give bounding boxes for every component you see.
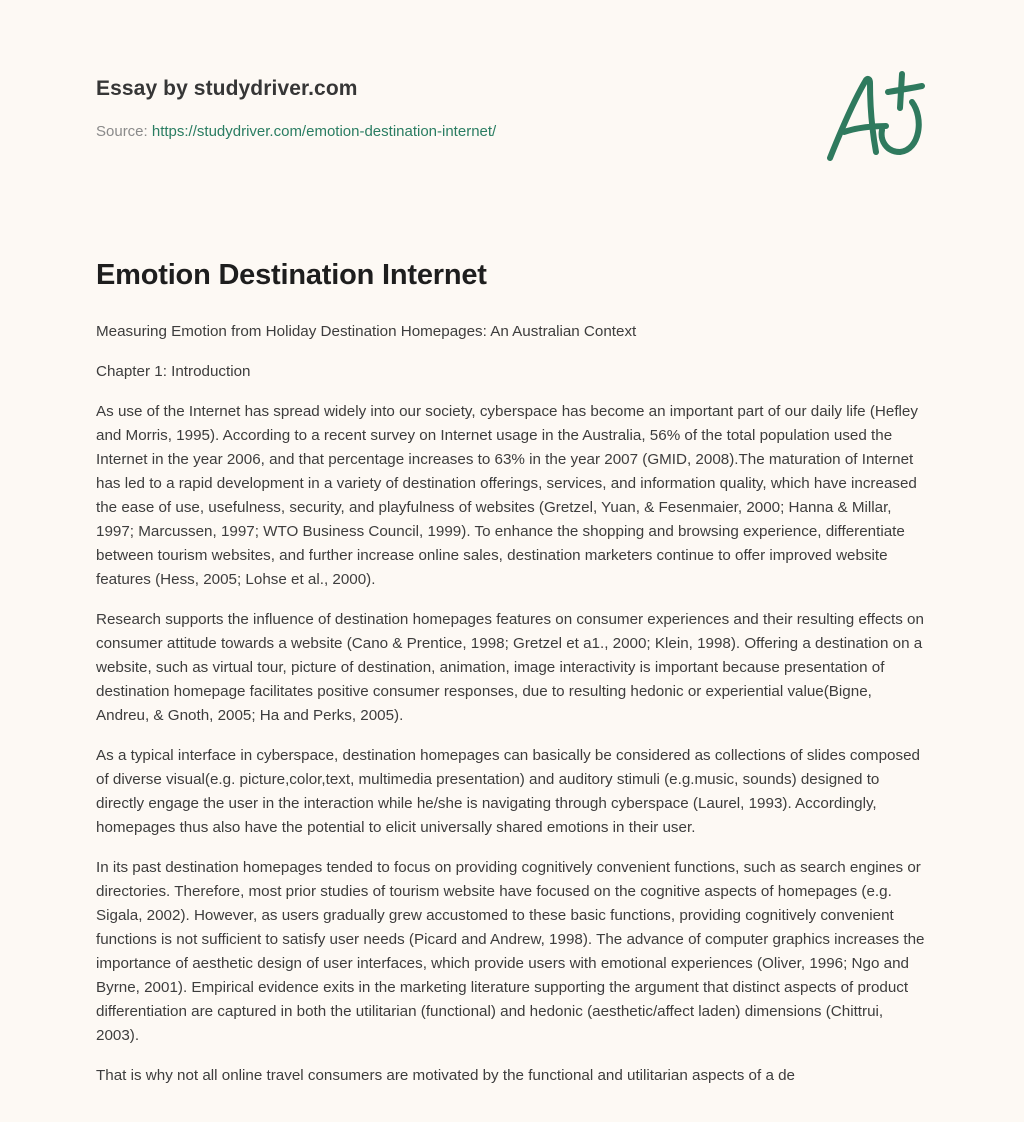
brand-title: Essay by studydriver.com [96,77,358,100]
paragraph: As a typical interface in cyberspace, destination homepages can basically be considered as collections of slides composed of diverse visual(e.g. picture,color,text, multimedia presentation) and auditory stimuli (e.g.music, sounds) designed to directly engage the user in the interaction while he/she is navigating through cyberspace (Laurel, 1993). Accordingly, homepages thus also have the potential to elicit universally shared emotions in their user. [96,747,920,836]
source-label: Source: [96,123,152,140]
paragraph: That is why not all online travel consumers are motivated by the functional and utilitarian aspects of a de [96,1067,796,1084]
article [96,254,928,1104]
source-line [96,122,696,142]
paragraph: As use of the Internet has spread widely into our society, cyberspace has become an important part of our daily life (Hefley and Morris, 1995). According to a recent survey on Internet usage in the Australia, 56% of the total population used the Internet in the year 2006, and that percentage increases to 63% in the year 2007 (GMID, 2008).The maturation of Internet has led to a rapid development in a variety of destination offerings, services, and information quality, which have increased the ease of use, usefulness, security, and playfulness of websites (Gretzel, Yuan, & Fesenmaier, 2000; Hanna & Millar, 1997; Marcussen, 1997; WTO Business Council, 1999). To enhance the shopping and browsing experience, differentiate between tourism websites, and further increase online sales, destination marketers continue to offer improved website features (Hess, 2005; Lohse et al., 2000). [96,403,918,588]
site-header [96,74,696,142]
article-subtitle: Measuring Emotion from Holiday Destination Homepages: An Australian Context [96,323,637,340]
paragraph: In its past destination homepages tended to focus on providing cognitively convenient functions, such as search engines or directories. Therefore, most prior studies of tourism website have focused on the cognitive aspects of homepages (e.g. Sigala, 2002). However, as users gradually grew accustomed to these basic functions, providing cognitively convenient functions is not sufficient to satisfy user needs (Picard and Andrew, 1998). The advance of computer graphics increases the importance of aesthetic design of user interfaces, which provide users with emotional experiences (Oliver, 1996; Ngo and Byrne, 2001). Empirical evidence exits in the marketing literature supporting the argument that distinct aspects of product differentiation are captured in both the utilitarian (functional) and hedonic (aesthetic/affect laden) dimensions (Chittrui, 2003). [96,859,925,1044]
chapter-heading: Chapter 1: Introduction [96,363,251,380]
paragraph: Research supports the influence of destination homepages features on consumer experiences and their resulting effects on consumer attitude towards a website (Cano & Prentice, 1998; Gretzel et a1., 2000; Klein, 1998). Offering a destination on a website, such as virtual tour, picture of destination, animation, image interactivity is important because presentation of destination homepage facilitates positive consumer responses, due to resulting hedonic or experiential value(Bigne, Andreu, & Gnoth, 2005; Ha and Perks, 2005). [96,611,924,724]
page-title: Emotion Destination Internet [96,259,487,291]
source-link[interactable]: https://studydriver.com/emotion-destination-internet/ [151,123,497,140]
a-plus-logo-icon [820,66,930,166]
